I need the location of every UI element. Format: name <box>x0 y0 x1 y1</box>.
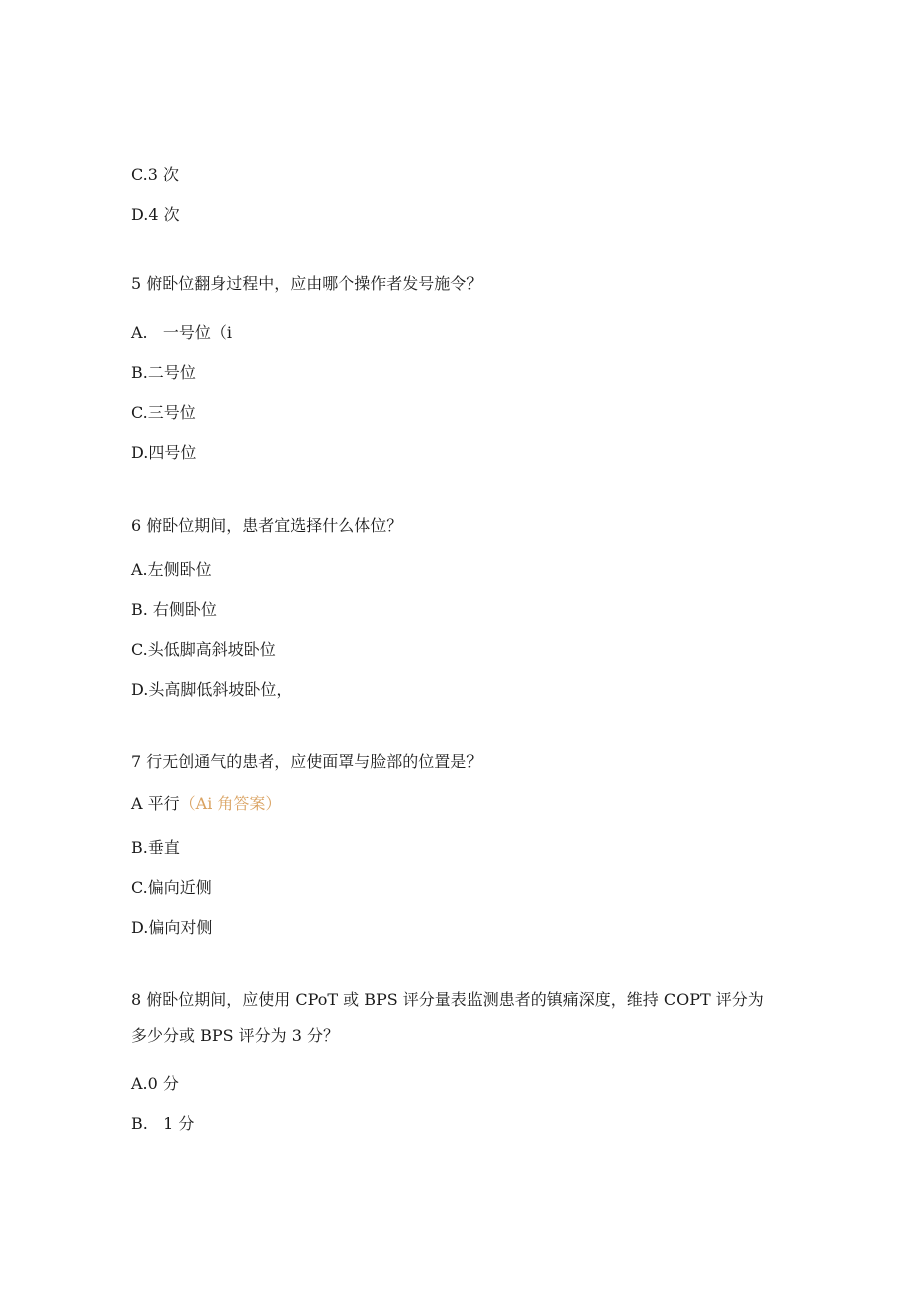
q8-option-b: B. 1 分 <box>131 1114 195 1133</box>
q4-option-d: D.4 次 <box>131 205 180 224</box>
q5-option-a: A. 一号位（i <box>131 323 233 342</box>
q5-option-d: D.四号位 <box>131 443 197 462</box>
q7-option-b: B.垂直 <box>131 838 180 857</box>
q7-answer-hint: （Ai 角答案） <box>179 794 282 813</box>
q8-question-line1: 8 俯卧位期间，应使用 CPoT 或 BPS 评分量表监测患者的镇痛深度，维持 COPT 评分为 <box>131 990 764 1009</box>
q5-option-c: C.三号位 <box>131 403 196 422</box>
q5-question: 5 俯卧位翻身过程中，应由哪个操作者发号施令？ <box>131 274 483 293</box>
q6-option-a: A.左侧卧位 <box>131 560 212 579</box>
q8-option-a: A.0 分 <box>131 1074 179 1093</box>
q6-option-b: B. 右侧卧位 <box>131 600 217 619</box>
q7-option-d: D.偏向对侧 <box>131 918 213 937</box>
q6-option-d: D.头高脚低斜坡卧位， <box>131 680 293 699</box>
q8-question-line2: 多少分或 BPS 评分为 3 分？ <box>131 1026 340 1045</box>
q4-option-c: C.3 次 <box>131 165 180 184</box>
q7-option-c: C.偏向近侧 <box>131 878 212 897</box>
q7-question: 7 行无创通气的患者，应使面罩与脸部的位置是？ <box>131 752 483 771</box>
q6-question: 6 俯卧位期间，患者宜选择什么体位？ <box>131 516 403 535</box>
q5-option-b: B.二号位 <box>131 363 196 382</box>
q7-option-a <box>131 794 281 814</box>
q6-option-c: C.头低脚高斜坡卧位 <box>131 640 276 659</box>
q7-option-a-label: A 平行 <box>131 794 180 813</box>
